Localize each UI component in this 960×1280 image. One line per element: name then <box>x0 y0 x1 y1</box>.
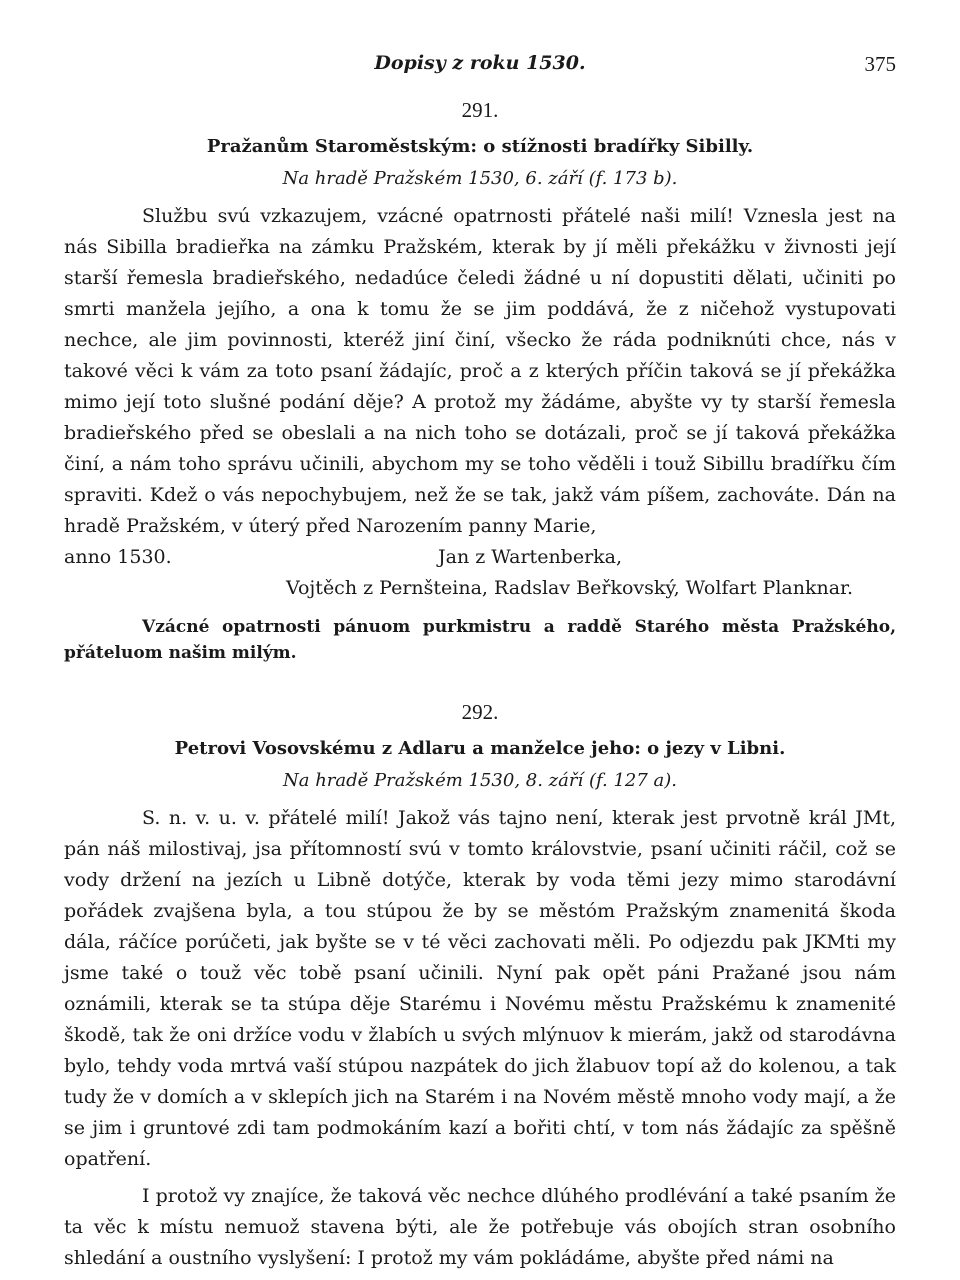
letter-heading: Petrovi Vosovskému z Adlaru a manželce jeho: o jezy v Libni. <box>174 738 786 759</box>
letter-291 <box>64 98 896 666</box>
letter-number: 292. <box>461 700 499 724</box>
signatories-line-2: Vojtěch z Pernšteina, Radslav Beřkovský, Wolfart Planknar. <box>286 577 854 599</box>
section-divider <box>64 666 896 690</box>
closing-date: anno 1530. <box>64 546 172 568</box>
letter-paragraph: Službu svú vzkazujem, vzácné opatrnosti přátelé naši milí! Vznesla jest na nás Sibilla bradieřka na zámku Pražském, kterak by jí měli překážku v živnosti její starší řemesla bradieřského, nedadúce čeledi žádné u ní dopustiti dělati, učiniti po smrti manžela jejího, a ona k tomu že se jim poddává, že z ničehož vystupovati nechce, ale jim povinnosti, kteréž jiní činí, všecko že ráda podniknúti chce, nás v takové věci k vám za toto psaní žádajíc, proč a z kterých příčin taková se jí překážka mimo její toto slušné podání děje? A protož my žádáme, abyšte vy ty starší řemesla bradieřského před se obeslali a na nich toho se dotázali, proč se jí taková překážka činí, a nám toho správu učinili, abychom my se toho věděli i touž Sibillu bradířku čím spraviti. Kdež o vás nepochybujem, než že se tak, jakž vám píšem, zachováte. Dán na hradě Pražském, v úterý před Narozením panny Marie, <box>64 205 896 537</box>
running-title: Dopisy z roku 1530. <box>374 52 586 74</box>
closing-line <box>64 542 896 573</box>
letter-number: 291. <box>461 98 499 122</box>
letter-paragraph: I protož vy znajíce, že taková věc nechce dlúhého prodlévání a také psaním že ta věc k místu nemuož stavena býti, ale že potřebuje vás obojích stran osobního shledání a oustního vyslyšení: I protož my vám pokládáme, abyšte před námi na <box>64 1185 896 1269</box>
page-number: 375 <box>864 52 896 76</box>
letter-dateline: Na hradě Pražském 1530, 6. září (f. 173 b). <box>282 168 678 189</box>
document-page <box>64 52 896 1274</box>
running-header <box>64 52 896 88</box>
signatories-line-1: Jan z Wartenberka, <box>438 546 623 568</box>
letter-paragraph: S. n. v. u. v. přátelé milí! Jakož vás tajno není, kterak jest prvotně král JMt, pán náš milostivaj, jsa přítomností svú v tomto královstvie, psaní učiniti ráčil, což se vody držení na jezích u Libně dotýče, kterak by voda těmi jezy mimo starodávní pořádek zvajšena byla, a tou stúpou že by se městóm Pražským znamenitá škoda dála, ráčíce porúčeti, jak byšte se v té věci zachovati měli. Po odjezdu pak JKMti my jsme také o touž věc tobě psaní učinili. Nyní pak opět páni Pražané jsou nám oznámili, kterak se ta stúpa děje Starému i Novému městu Pražskému k znamenité škodě, tak že oni držíce vodu v žlabích u svých mlýnuov k mierám, jakž od starodávna bylo, tehdy voda mrtvá vaší stúpou nazpátek do jich žlabuov topí až do kolenou, a tak tudy že v domích a v sklepích jich na Starém i na Novém městě mnoho vody mají, a že se jim i gruntové zdi tam podmokáním kazí a bořiti chtí, v tom nás žádajíc za spěšně opatření. <box>64 807 896 1170</box>
letter-dateline: Na hradě Pražském 1530, 8. září (f. 127 a). <box>282 770 678 791</box>
letter-292 <box>64 700 896 1274</box>
letter-heading: Pražanům Staroměstským: o stížnosti bradířky Sibilly. <box>206 136 754 157</box>
letter-address: Vzácné opatrnosti pánuom purkmistru a raddě Starého města Pražského, přáteluom našim milým. <box>64 617 896 663</box>
